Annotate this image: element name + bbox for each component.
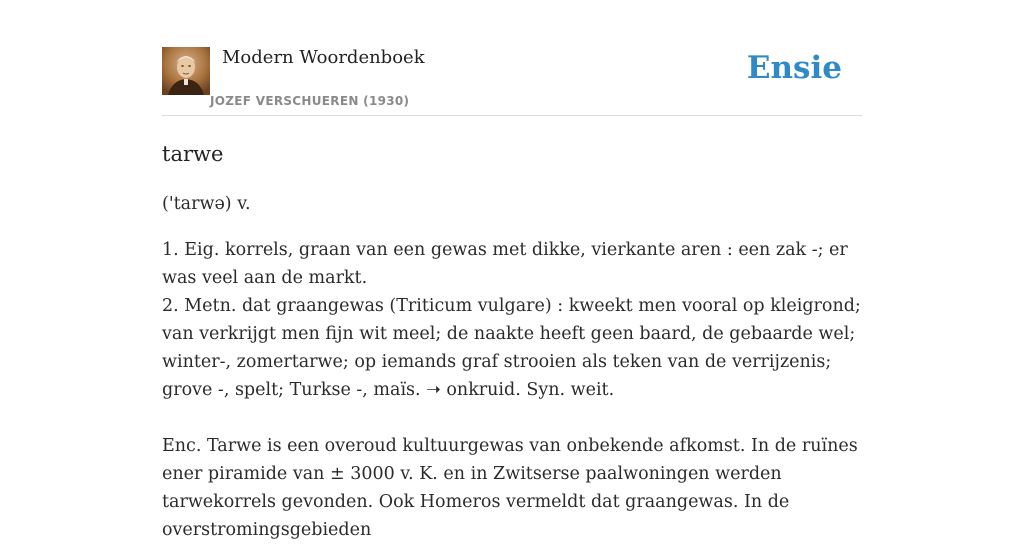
entry-content: [162, 138, 862, 544]
definition-1: 1. Eig. korrels, graan van een gewas met dikke, vierkante aren : een zak -; er was veel aan de markt.: [162, 240, 848, 288]
encyclopedia-text: Enc. Tarwe is een overoud kultuurgewas van onbekende afkomst. In de ruïnes ener piramide van ± 3000 v. K. en in Zwitserse paalwoningen werden tarwekorrels gevonden. Ook Homeros vermeldt dat graangewas. In de overstromingsgebieden: [162, 436, 858, 540]
author-portrait-icon[interactable]: [162, 47, 210, 95]
entry-pronunciation: ('tarwə) v.: [162, 194, 251, 214]
brand-logo[interactable]: Ensie: [746, 50, 842, 86]
entry-headword: tarwe: [162, 142, 224, 166]
paragraph-spacer: [162, 404, 862, 432]
entry-body: [162, 236, 862, 544]
header: [162, 44, 862, 116]
book-title[interactable]: Modern Woordenboek: [222, 47, 425, 68]
author-name[interactable]: JOZEF VERSCHUEREN (1930): [210, 94, 410, 108]
definition-2: 2. Metn. dat graangewas (Triticum vulgare) : kweekt men vooral op kleigrond; van verkrijgt men fijn wit meel; de naakte heeft geen baard, de gebaarde wel; winter-, zomertarwe; op iemands graf strooien als teken van de verrijzenis; grove -, spelt; Turkse -, maïs. ➝ onkruid. Syn. weit.: [162, 296, 861, 400]
